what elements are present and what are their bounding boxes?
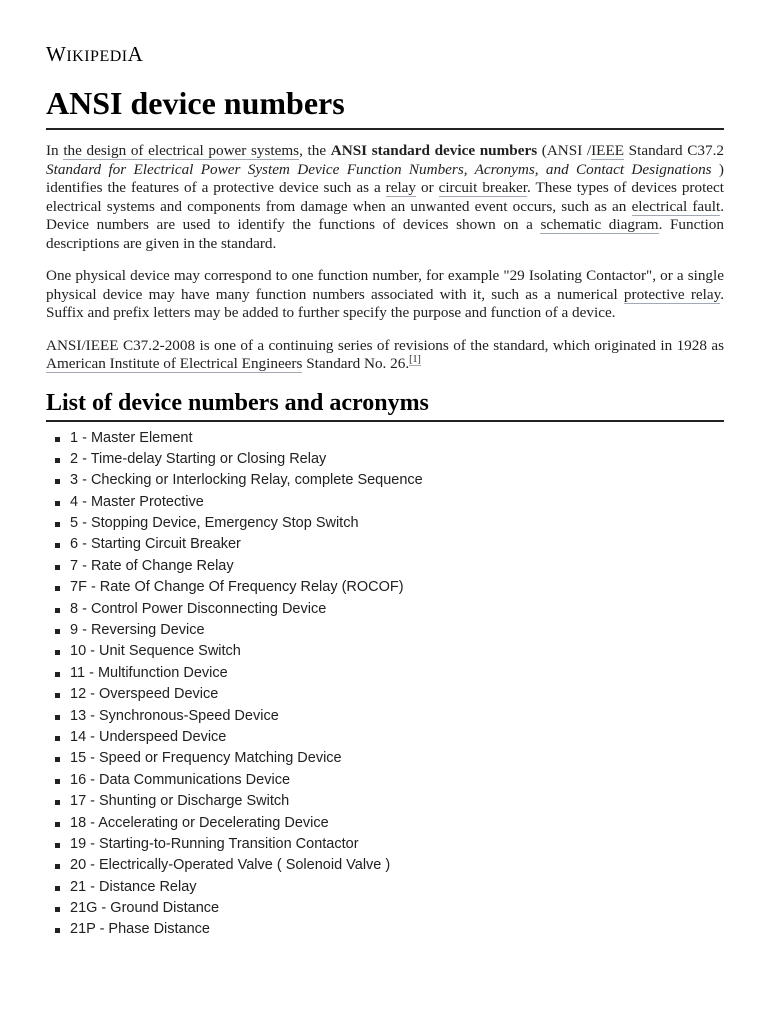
list-item-text: 14 - Underspeed Device xyxy=(70,728,227,745)
list-item-text: 16 - Data Communications Device xyxy=(70,771,291,788)
list-item xyxy=(46,428,724,449)
list-item-text: 19 - Starting-to-Running Transition Contactor xyxy=(70,835,359,852)
bullet-icon xyxy=(55,458,60,463)
intro-paragraph-1 xyxy=(46,142,724,253)
list-item xyxy=(46,556,724,577)
list-item-text: 8 - Control Power Disconnecting Device xyxy=(70,600,327,617)
list-item-text: 7 - Rate of Change Relay xyxy=(70,557,234,574)
text: . Function descriptions are given in the standard. xyxy=(46,216,724,252)
list-item-text: 21G - Ground Distance xyxy=(70,900,220,917)
list-item-text: 17 - Shunting or Discharge Switch xyxy=(70,793,290,810)
text: One physical device may correspond to one function number, for example "29 Isolating Contactor", or a single physical device may have many function numbers associated with it, such as a numerical xyxy=(46,267,724,303)
bullet-icon xyxy=(55,864,60,869)
text: ANSI/IEEE C37.2-2008 is one of a continuing series of revisions of the standard, which originated in 1928 as xyxy=(46,336,724,354)
list-item xyxy=(46,706,724,727)
device-list xyxy=(46,428,724,941)
list-item xyxy=(46,748,724,769)
list-item xyxy=(46,727,724,748)
list-item xyxy=(46,492,724,513)
list-item-text: 20 - Electrically-Operated Valve ( Solenoid Valve ) xyxy=(70,857,391,874)
bullet-icon xyxy=(55,522,60,527)
list-item xyxy=(46,577,724,598)
text: Standard No. 26. xyxy=(302,355,410,372)
list-item xyxy=(46,791,724,812)
bullet-icon xyxy=(55,907,60,912)
text: Standard C37.2 xyxy=(624,142,725,159)
list-item-text: 7F - Rate Of Change Of Frequency Relay (ROCOF) xyxy=(70,579,404,596)
list-item-text: 12 - Overspeed Device xyxy=(70,686,219,703)
bullet-icon xyxy=(55,437,60,442)
list-item xyxy=(46,855,724,876)
text: ) identifies the features of a protective device such as a xyxy=(46,160,724,196)
list-item-text: 1 - Master Element xyxy=(70,429,193,446)
wikipedia-wordmark[interactable] xyxy=(46,40,724,68)
list-item-text: 10 - Unit Sequence Switch xyxy=(70,643,241,660)
bullet-icon xyxy=(55,757,60,762)
link-schematic-diagram[interactable]: schematic diagram xyxy=(540,216,659,233)
text: . Suffix and prefix letters may be added to further specify the purpose and function of a device. xyxy=(46,285,724,321)
bullet-icon xyxy=(55,565,60,570)
list-item-text: 11 - Multifunction Device xyxy=(70,664,228,681)
bullet-icon xyxy=(55,608,60,613)
bullet-icon xyxy=(55,543,60,548)
link-design-of-power-systems[interactable]: the design of electrical power systems xyxy=(63,142,300,159)
list-item-text: 18 - Accelerating or Decelerating Device xyxy=(70,814,329,831)
link-circuit-breaker[interactable]: circuit breaker xyxy=(438,179,528,196)
list-item-text: 13 - Synchronous-Speed Device xyxy=(70,707,279,724)
link-ieee[interactable]: IEEE xyxy=(591,142,625,159)
bullet-icon xyxy=(55,779,60,784)
bullet-icon xyxy=(55,650,60,655)
intro-section xyxy=(46,142,724,374)
list-item-text: 6 - Starting Circuit Breaker xyxy=(70,536,241,553)
bullet-icon xyxy=(55,586,60,591)
bullet-icon xyxy=(55,822,60,827)
bullet-icon xyxy=(55,672,60,677)
text: . These types of devices protect electrical systems and components from damage when an unwanted event occurs, such as an xyxy=(46,179,724,215)
list-item xyxy=(46,684,724,705)
intro-paragraph-3 xyxy=(46,337,724,374)
list-item xyxy=(46,663,724,684)
list-item xyxy=(46,449,724,470)
wordmark-final: A xyxy=(127,42,144,66)
text: In xyxy=(46,142,64,159)
text: or xyxy=(416,179,439,196)
bullet-icon xyxy=(55,501,60,506)
bullet-icon xyxy=(55,693,60,698)
list-item-text: 4 - Master Protective xyxy=(70,493,204,510)
reference-link[interactable]: [1] xyxy=(409,353,421,365)
bullet-icon xyxy=(55,715,60,720)
wordmark-initial: W xyxy=(46,42,67,66)
text: (ANSI / xyxy=(537,142,592,159)
list-item-text: 15 - Speed or Frequency Matching Device xyxy=(70,750,342,767)
link-relay[interactable]: relay xyxy=(385,179,417,196)
bold-term: ANSI standard device numbers xyxy=(330,142,538,159)
link-electrical-fault[interactable]: electrical fault xyxy=(631,197,721,215)
standard-title: Standard for Electrical Power System Device Function Numbers, Acronyms, and Contact Designations xyxy=(46,160,712,178)
list-item xyxy=(46,513,724,534)
list-item xyxy=(46,813,724,834)
list-item xyxy=(46,620,724,641)
list-item xyxy=(46,641,724,662)
list-item-text: 2 - Time-delay Starting or Closing Relay xyxy=(70,450,327,467)
page-title: ANSI device numbers xyxy=(46,82,724,130)
bullet-icon xyxy=(55,629,60,634)
list-item-text: 21P - Phase Distance xyxy=(70,921,210,938)
wordmark-middle: IKIPEDI xyxy=(66,48,128,65)
list-item xyxy=(46,919,724,940)
list-item xyxy=(46,770,724,791)
bullet-icon xyxy=(55,800,60,805)
list-item xyxy=(46,898,724,919)
list-item xyxy=(46,877,724,898)
bullet-icon xyxy=(55,886,60,891)
section-heading: List of device numbers and acronyms xyxy=(46,388,724,422)
bullet-icon xyxy=(55,843,60,848)
link-protective-relay[interactable]: protective relay xyxy=(623,285,721,303)
bullet-icon xyxy=(55,928,60,933)
bullet-icon xyxy=(55,479,60,484)
list-item xyxy=(46,834,724,855)
link-aiee[interactable]: American Institute of Electrical Engineers xyxy=(46,355,303,372)
list-item xyxy=(46,534,724,555)
list-item-text: 3 - Checking or Interlocking Relay, complete Sequence xyxy=(70,472,423,489)
list-item-text: 21 - Distance Relay xyxy=(70,878,197,895)
list-item xyxy=(46,470,724,491)
bullet-icon xyxy=(55,736,60,741)
article xyxy=(46,40,724,941)
list-item-text: 5 - Stopping Device, Emergency Stop Switch xyxy=(70,515,359,532)
intro-paragraph-2 xyxy=(46,267,724,323)
list-item-text: 9 - Reversing Device xyxy=(70,622,205,639)
list-item xyxy=(46,599,724,620)
text: . Device numbers are used to identify the functions of devices shown on a xyxy=(46,197,724,233)
text: , the xyxy=(299,142,331,159)
